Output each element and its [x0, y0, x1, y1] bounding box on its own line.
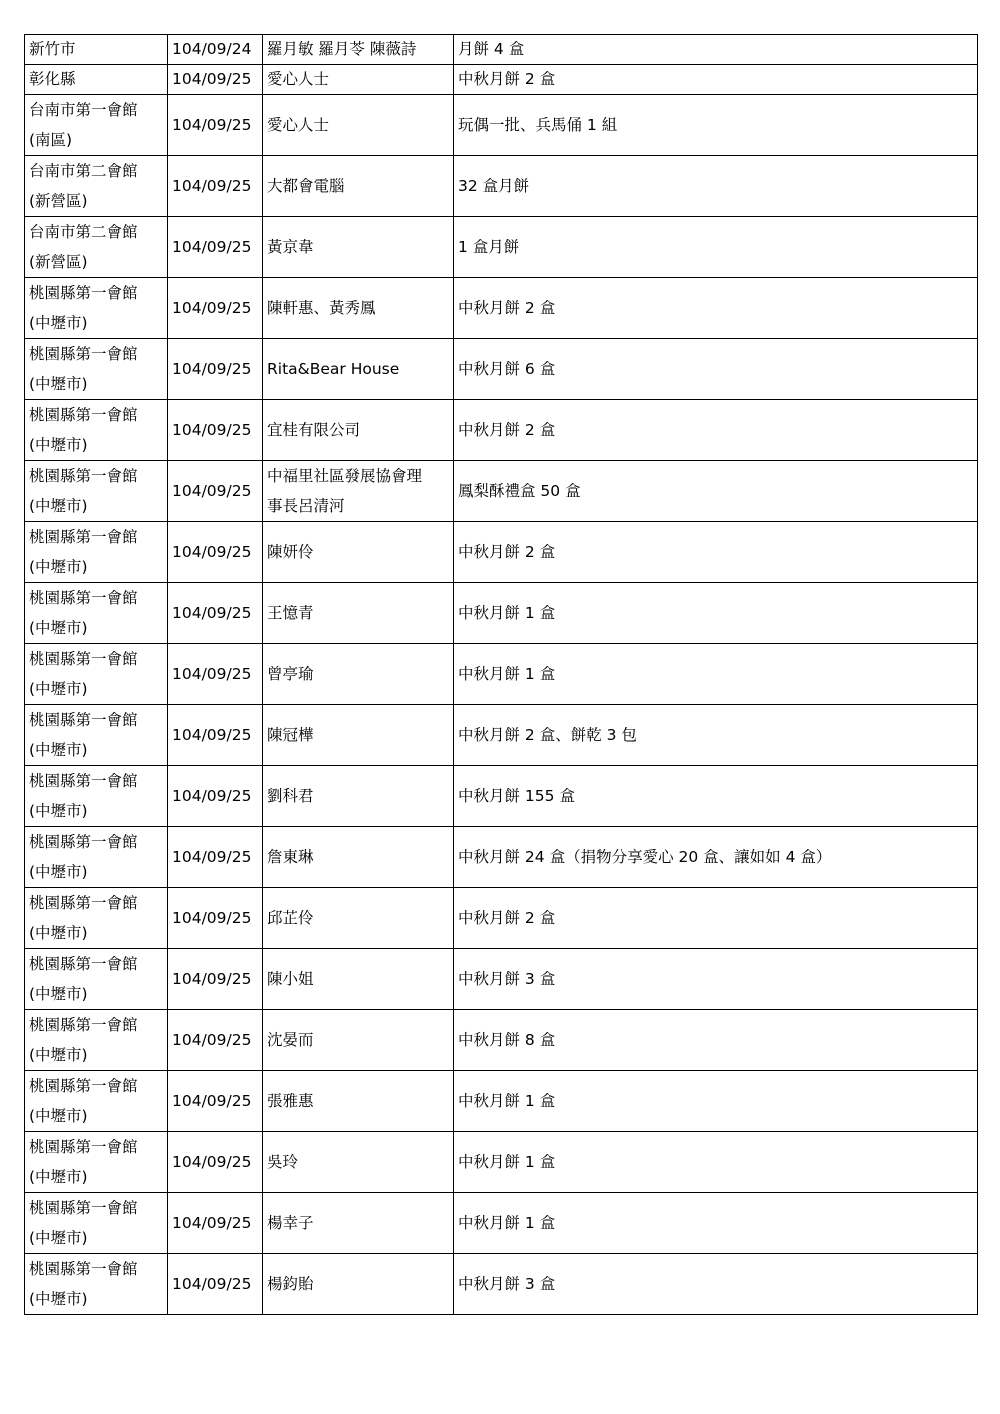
table-row [25, 705, 978, 766]
table-row [25, 35, 978, 65]
date-cell: 104/09/25 [168, 461, 263, 522]
donor-cell: 張雅惠 [263, 1071, 454, 1132]
donor-cell: 羅月敏 羅月苓 陳薇詩 [263, 35, 454, 65]
table-row [25, 1010, 978, 1071]
location-cell: 桃園縣第一會館 (中壢市) [25, 1254, 168, 1315]
items-cell: 中秋月餅 1 盒 [454, 1193, 978, 1254]
location-cell: 台南市第二會館 (新營區) [25, 217, 168, 278]
donor-cell: 愛心人士 [263, 65, 454, 95]
table-row [25, 949, 978, 1010]
date-cell: 104/09/25 [168, 583, 263, 644]
items-cell: 中秋月餅 1 盒 [454, 583, 978, 644]
items-cell: 中秋月餅 6 盒 [454, 339, 978, 400]
location-cell: 台南市第二會館 (新營區) [25, 156, 168, 217]
location-cell: 台南市第一會館 (南區) [25, 95, 168, 156]
donor-cell: 宜桂有限公司 [263, 400, 454, 461]
items-cell: 中秋月餅 2 盒 [454, 522, 978, 583]
date-cell: 104/09/24 [168, 35, 263, 65]
location-cell: 桃園縣第一會館 (中壢市) [25, 1132, 168, 1193]
location-cell: 桃園縣第一會館 (中壢市) [25, 339, 168, 400]
table-row [25, 278, 978, 339]
date-cell: 104/09/25 [168, 522, 263, 583]
location-cell: 桃園縣第一會館 (中壢市) [25, 766, 168, 827]
location-cell: 桃園縣第一會館 (中壢市) [25, 400, 168, 461]
items-cell: 1 盒月餅 [454, 217, 978, 278]
date-cell: 104/09/25 [168, 705, 263, 766]
location-cell: 桃園縣第一會館 (中壢市) [25, 278, 168, 339]
date-cell: 104/09/25 [168, 888, 263, 949]
location-cell: 桃園縣第一會館 (中壢市) [25, 644, 168, 705]
items-cell: 中秋月餅 2 盒、餅乾 3 包 [454, 705, 978, 766]
donor-cell: 黃京韋 [263, 217, 454, 278]
date-cell: 104/09/25 [168, 1071, 263, 1132]
date-cell: 104/09/25 [168, 1254, 263, 1315]
items-cell: 中秋月餅 1 盒 [454, 1071, 978, 1132]
donation-table-body [25, 35, 978, 1315]
date-cell: 104/09/25 [168, 644, 263, 705]
location-cell: 桃園縣第一會館 (中壢市) [25, 888, 168, 949]
date-cell: 104/09/25 [168, 766, 263, 827]
table-row [25, 766, 978, 827]
location-cell: 桃園縣第一會館 (中壢市) [25, 583, 168, 644]
date-cell: 104/09/25 [168, 95, 263, 156]
date-cell: 104/09/25 [168, 949, 263, 1010]
donor-cell: 沈晏而 [263, 1010, 454, 1071]
table-row [25, 827, 978, 888]
items-cell: 中秋月餅 1 盒 [454, 1132, 978, 1193]
items-cell: 32 盒月餅 [454, 156, 978, 217]
date-cell: 104/09/25 [168, 278, 263, 339]
donor-cell: 邱芷伶 [263, 888, 454, 949]
donor-cell: 大都會電腦 [263, 156, 454, 217]
items-cell: 中秋月餅 3 盒 [454, 1254, 978, 1315]
table-row [25, 461, 978, 522]
donor-cell: 愛心人士 [263, 95, 454, 156]
location-cell: 新竹市 [25, 35, 168, 65]
table-row [25, 217, 978, 278]
table-row [25, 95, 978, 156]
donor-cell: 曾亭瑜 [263, 644, 454, 705]
items-cell: 中秋月餅 155 盒 [454, 766, 978, 827]
date-cell: 104/09/25 [168, 156, 263, 217]
table-row [25, 156, 978, 217]
table-row [25, 644, 978, 705]
donor-cell: Rita&Bear House [263, 339, 454, 400]
location-cell: 桃園縣第一會館 (中壢市) [25, 1071, 168, 1132]
location-cell: 彰化縣 [25, 65, 168, 95]
donor-cell: 陳冠樺 [263, 705, 454, 766]
donor-cell: 王憶青 [263, 583, 454, 644]
table-row [25, 339, 978, 400]
table-row [25, 65, 978, 95]
table-row [25, 1193, 978, 1254]
donor-cell: 陳妍伶 [263, 522, 454, 583]
items-cell: 中秋月餅 24 盒（捐物分享愛心 20 盒、讓如如 4 盒） [454, 827, 978, 888]
items-cell: 玩偶一批、兵馬俑 1 組 [454, 95, 978, 156]
table-row [25, 1071, 978, 1132]
date-cell: 104/09/25 [168, 400, 263, 461]
table-row [25, 888, 978, 949]
table-row [25, 400, 978, 461]
items-cell: 中秋月餅 1 盒 [454, 644, 978, 705]
donor-cell: 陳小姐 [263, 949, 454, 1010]
items-cell: 中秋月餅 2 盒 [454, 65, 978, 95]
items-cell: 中秋月餅 2 盒 [454, 400, 978, 461]
date-cell: 104/09/25 [168, 1010, 263, 1071]
location-cell: 桃園縣第一會館 (中壢市) [25, 522, 168, 583]
location-cell: 桃園縣第一會館 (中壢市) [25, 1010, 168, 1071]
date-cell: 104/09/25 [168, 65, 263, 95]
location-cell: 桃園縣第一會館 (中壢市) [25, 461, 168, 522]
donor-cell: 吳玲 [263, 1132, 454, 1193]
table-row [25, 522, 978, 583]
donor-cell: 楊鈞貽 [263, 1254, 454, 1315]
location-cell: 桃園縣第一會館 (中壢市) [25, 705, 168, 766]
donor-cell: 劉科君 [263, 766, 454, 827]
date-cell: 104/09/25 [168, 339, 263, 400]
table-row [25, 1254, 978, 1315]
table-row [25, 1132, 978, 1193]
items-cell: 中秋月餅 2 盒 [454, 888, 978, 949]
items-cell: 月餅 4 盒 [454, 35, 978, 65]
donor-cell: 楊幸子 [263, 1193, 454, 1254]
table-row [25, 583, 978, 644]
donor-cell: 中福里社區發展協會理 事長呂清河 [263, 461, 454, 522]
donation-table [24, 34, 978, 1315]
items-cell: 中秋月餅 3 盒 [454, 949, 978, 1010]
date-cell: 104/09/25 [168, 217, 263, 278]
location-cell: 桃園縣第一會館 (中壢市) [25, 827, 168, 888]
location-cell: 桃園縣第一會館 (中壢市) [25, 1193, 168, 1254]
items-cell: 中秋月餅 8 盒 [454, 1010, 978, 1071]
date-cell: 104/09/25 [168, 1193, 263, 1254]
date-cell: 104/09/25 [168, 827, 263, 888]
date-cell: 104/09/25 [168, 1132, 263, 1193]
location-cell: 桃園縣第一會館 (中壢市) [25, 949, 168, 1010]
donor-cell: 詹東琳 [263, 827, 454, 888]
items-cell: 鳳梨酥禮盒 50 盒 [454, 461, 978, 522]
donor-cell: 陳軒惠、黃秀鳳 [263, 278, 454, 339]
items-cell: 中秋月餅 2 盒 [454, 278, 978, 339]
